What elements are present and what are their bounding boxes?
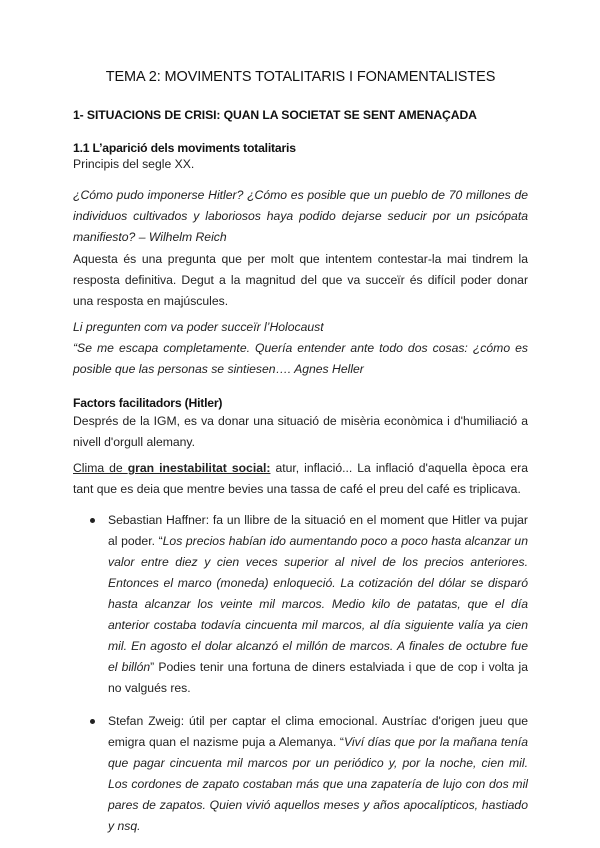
reich-quote: ¿Cómo pudo imponerse Hitler? ¿Cómo es posible que un pueblo de 70 millones de individuos cultivados y laboriosos haya podido dejarse seducir por un psicópata manifiesto? – Wilhelm Reich bbox=[73, 188, 528, 244]
bullet-icon bbox=[90, 719, 95, 724]
factors-heading: Factors facilitadors (Hitler) bbox=[73, 396, 223, 410]
bullet-icon bbox=[90, 518, 95, 523]
paragraph-answer: Aquesta és una pregunta que per molt que intentem contestar-la mai tindrem la resposta definitiva. Degut a la magnitud del que va succeïr és difícil poder donar una resposta en majúscules. bbox=[73, 252, 528, 308]
haffner-quote: Los precios habían ido aumentando poco a poco hasta alcanzar un valor entre diez y cien veces superior al nivel de los precios anteriores. Entonces el marco (moneda) enloqueció. La cotización del dólar se disparó hasta alcanzar los veinte mil marcos. Medio kilo de patatas, que el día anterior costaba todavía cincuenta mil marcos, al día siguiente valía ya cien mil. En agosto el dolar alcanzó el millón de marcos. A finales de octubre fue el billón bbox=[108, 534, 528, 674]
testimony-list bbox=[73, 510, 528, 837]
haffner-intro: Sebastian Haffner: fa un llibre de la situació en el moment que Hitler va pujar al poder. “ bbox=[108, 513, 528, 548]
clima-text: atur, inflació... La inflació d'aquella època era tant que es deia que mentre bevies una tassa de café el preu del café es triplicava. bbox=[73, 461, 528, 496]
list-item-haffner bbox=[73, 510, 528, 699]
list-item-zweig bbox=[73, 711, 528, 837]
haffner-outro: ” Podies tenir una fortuna de diners estalviada i que de cop i volta ja no valgués res. bbox=[108, 660, 528, 695]
zweig-quote: Viví días que por la mañana tenía que pagar cincuenta mil marcos por un periódico y, por la noche, cien mil. Los cordones de zapato costaban más que una zapatería de lujo con dos mil pares de zapatos. Quien vivió aquellos meses y años apocalípticos, hastiado y nsq. bbox=[108, 735, 528, 833]
clima-label-prefix: Clima de bbox=[73, 461, 128, 475]
intro-text: Principis del segle XX. bbox=[73, 157, 195, 171]
document-title: TEMA 2: MOVIMENTS TOTALITARIS I FONAMENTALISTES bbox=[105, 69, 496, 85]
subsection-heading: 1.1 L’aparició dels moviments totalitaris bbox=[73, 141, 296, 155]
section-heading: 1- SITUACIONS DE CRISI: QUAN LA SOCIETAT SE SENT AMENAÇADA bbox=[73, 108, 477, 122]
factors-paragraph: Després de la IGM, es va donar una situació de misèria econòmica i d'humiliació a nivell d'orgull alemany. bbox=[73, 414, 528, 449]
heller-quote-intro: Li pregunten com va poder succeïr l’Holocaust bbox=[73, 320, 324, 334]
zweig-intro: Stefan Zweig: útil per captar el clima emocional. Austríac d'origen jueu que emigra quan el nazisme puja a Alemanya. “ bbox=[108, 714, 528, 749]
clima-paragraph bbox=[73, 458, 528, 500]
heller-quote: “Se me escapa completamente. Quería entender ante todo dos cosas: ¿cómo es posible que las personas se sintiesen…. Agnes Heller bbox=[73, 341, 528, 376]
clima-label-bold: gran inestabilitat social: bbox=[127, 461, 271, 475]
